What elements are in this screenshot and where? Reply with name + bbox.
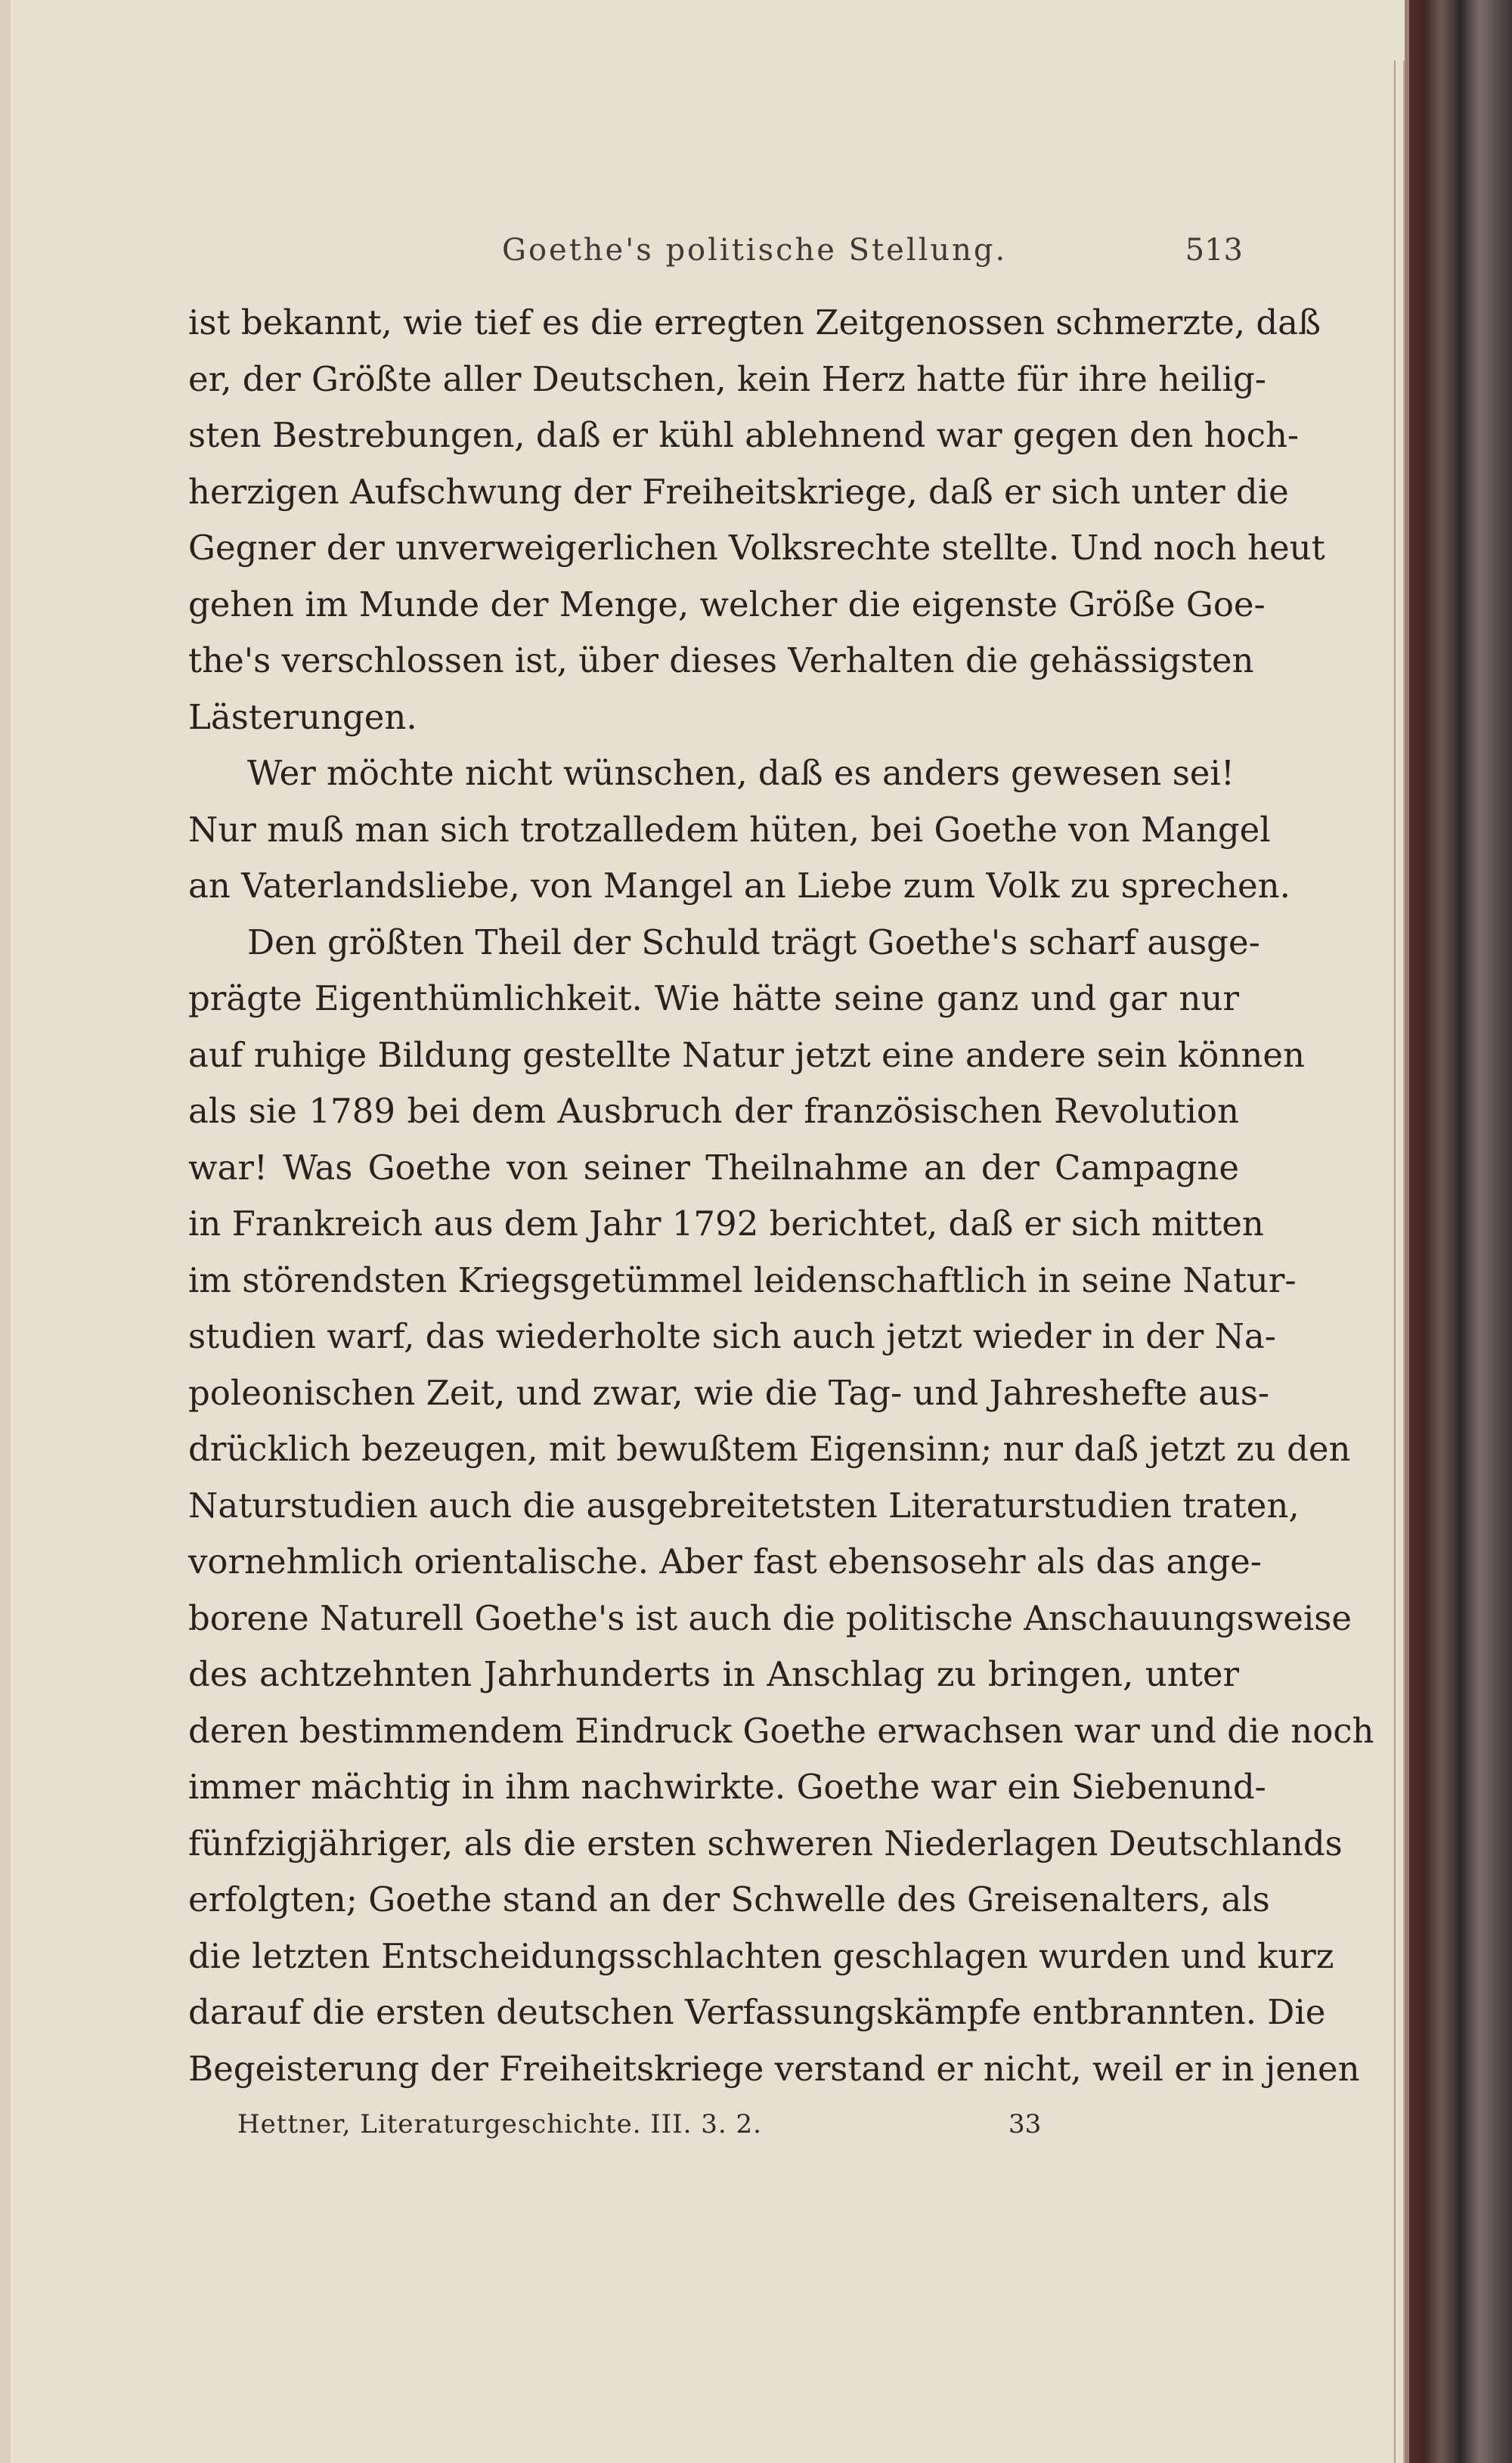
text-line: an Vaterlandsliebe, von Mangel an Liebe zum Volk zu sprechen. [188,866,1290,906]
text-line: war! Was Goethe von seiner Theilnahme an der Campagne [188,1147,1239,1188]
text-line: gehen im Munde der Menge, welcher die eigenste Größe Goe- [188,584,1266,624]
text-line: studien warf, das wiederholte sich auch jetzt wieder in der Na- [188,1316,1276,1356]
text-line: auf ruhige Bildung gestellte Natur jetzt eine andere sein können [188,1034,1305,1075]
text-line: poleonischen Zeit, und zwar, wie die Tag- und Jahreshefte aus- [188,1372,1270,1413]
text-line: vornehmlich orientalische. Aber fast ebensosehr als das ange- [188,1541,1262,1582]
text-line: Lästerungen. [188,696,417,737]
text-line: prägte Eigenthümlichkeit. Wie hätte seine ganz und gar nur [188,978,1239,1018]
text-line: Begeisterung der Freiheitskriege verstand er nicht, weil er in jenen [188,2048,1360,2089]
text-line: herzigen Aufschwung der Freiheitskriege, daß er sich unter die [188,471,1289,512]
text-line: des achtzehnten Jahrhunderts in Anschlag zu bringen, unter [188,1654,1239,1694]
text-line: sten Bestrebungen, daß er kühl ablehnend war gegen den hoch- [188,415,1300,455]
text-line: borene Naturell Goethe's ist auch die politische Anschauungsweise [188,1597,1352,1638]
text-line: erfolgten; Goethe stand an der Schwelle des Greisenalters, als [188,1879,1270,1919]
text-line: im störendsten Kriegsgetümmel leidenschaftlich in seine Natur- [188,1259,1297,1300]
text-line: in Frankreich aus dem Jahr 1792 berichtet, daß er sich mitten [188,1204,1264,1244]
body-text [188,295,1374,2097]
text-line: fünfzigjähriger, als die ersten schweren Niederlagen Deutschlands [188,1823,1343,1864]
text-line: Den größten Theil der Schuld trägt Goethe's scharf ausge- [247,922,1260,962]
text-line: deren bestimmendem Eindruck Goethe erwachsen war und die noch [188,1710,1374,1751]
text-line: the's verschlossen ist, über dieses Verhalten die gehässigsten [188,640,1254,680]
book-page [11,0,1409,2463]
text-line: Gegner der unverweigerlichen Volksrechte stellte. Und noch heut [188,528,1325,568]
text-line: darauf die ersten deutschen Verfassungskämpfe entbrannten. Die [188,1992,1326,2032]
text-line: drücklich bezeugen, mit bewußtem Eigensinn; nur daß jetzt zu den [188,1429,1351,1469]
page-footer [237,2109,1069,2155]
text-line: die letzten Entscheidungsschlachten geschlagen wurden und kurz [188,1935,1334,1976]
book-edge-right [1405,0,1512,2463]
page-number: 513 [1185,233,1243,268]
text-line: Wer möchte nicht wünschen, daß es anders gewesen sei! [247,753,1235,793]
footer-reference: Hettner, Literaturgeschichte. III. 3. 2. [237,2109,762,2139]
text-line: Naturstudien auch die ausgebreitetsten Literaturstudien traten, [188,1485,1300,1526]
text-line: ist bekannt, wie tief es die erregten Zeitgenossen schmerzte, daß [188,302,1321,342]
book-edge-left [0,0,11,2463]
running-head [184,227,1243,272]
text-line: Nur muß man sich trotzalledem hüten, bei Goethe von Mangel [188,809,1271,850]
text-line: als sie 1789 bei dem Ausbruch der französischen Revolution [188,1091,1239,1131]
text-line: immer mächtig in ihm nachwirkte. Goethe war ein Siebenund- [188,1767,1266,1807]
text-line: er, der Größte aller Deutschen, kein Herz hatte für ihre heilig- [188,358,1266,399]
signature-mark: 33 [1009,2109,1042,2139]
running-title: Goethe's politische Stellung. [502,233,1008,268]
